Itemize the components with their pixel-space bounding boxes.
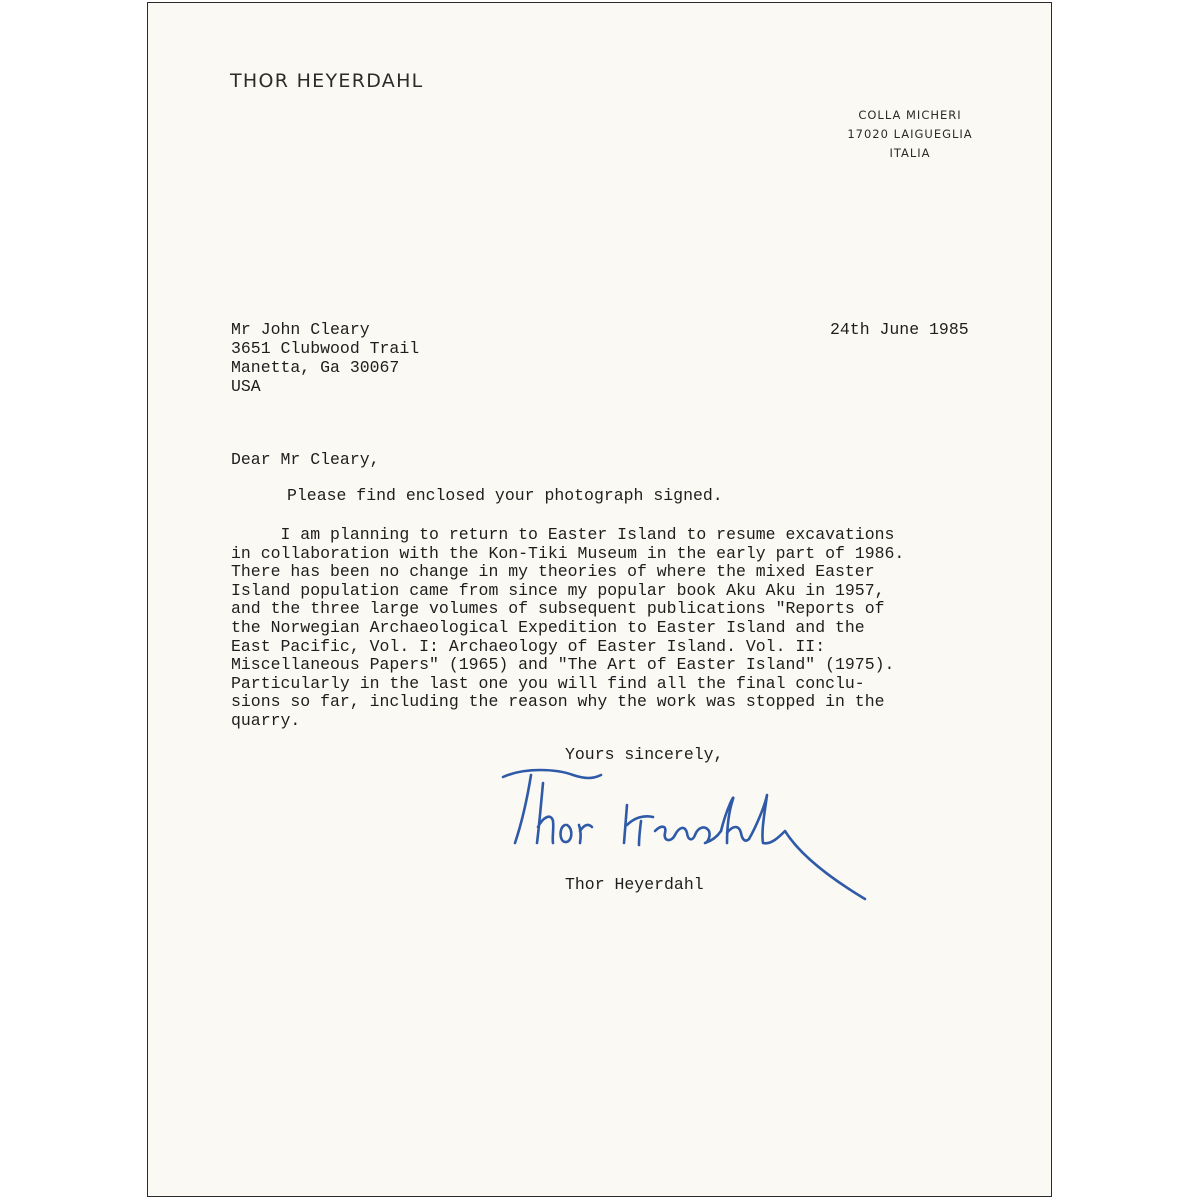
recipient-line: 3651 Clubwood Trail	[231, 339, 420, 358]
body-line: sions so far, including the reason why the work was stopped in the	[231, 692, 885, 712]
recipient-address	[231, 320, 419, 396]
body-line: There has been no change in my theories of where the mixed Easter	[231, 562, 875, 582]
typed-signatory-name: Thor Heyerdahl	[565, 875, 704, 894]
body-line: East Pacific, Vol. I: Archaeology of Easter Island. Vol. II:	[231, 636, 826, 656]
body-line: and the three large volumes of subsequent publications "Reports of	[231, 599, 885, 619]
body-line: Particularly in the last one you will find all the final conclu-	[231, 673, 865, 693]
body-line: I am planning to return to Easter Island to resume excavations	[231, 525, 895, 544]
body-paragraph-1: Please find enclosed your photograph signed.	[287, 486, 723, 505]
address-line: COLLA MICHERI	[858, 108, 962, 122]
body-line: Island population came from since my popular book Aku Aku in 1957,	[231, 580, 885, 600]
closing: Yours sincerely,	[565, 745, 724, 764]
body-paragraph-2	[231, 526, 991, 731]
body-line: the Norwegian Archaeological Expedition to Easter Island and the	[231, 617, 865, 637]
body-line: in collaboration with the Kon-Tiki Museum in the early part of 1986.	[231, 543, 905, 563]
letterhead-name: THOR HEYERDAHL	[230, 70, 424, 92]
recipient-line: Mr John Cleary	[231, 320, 370, 339]
letterhead-address	[835, 106, 985, 163]
letter-date: 24th June 1985	[830, 320, 969, 339]
recipient-line: USA	[231, 377, 261, 396]
address-line: ITALIA	[889, 146, 931, 160]
recipient-line: Manetta, Ga 30067	[231, 358, 400, 377]
body-line: Miscellaneous Papers" (1965) and "The Art of Easter Island" (1975).	[231, 655, 895, 675]
salutation: Dear Mr Cleary,	[231, 450, 380, 469]
body-line: quarry.	[231, 710, 301, 730]
address-line: 17020 LAIGUEGLIA	[847, 127, 973, 141]
